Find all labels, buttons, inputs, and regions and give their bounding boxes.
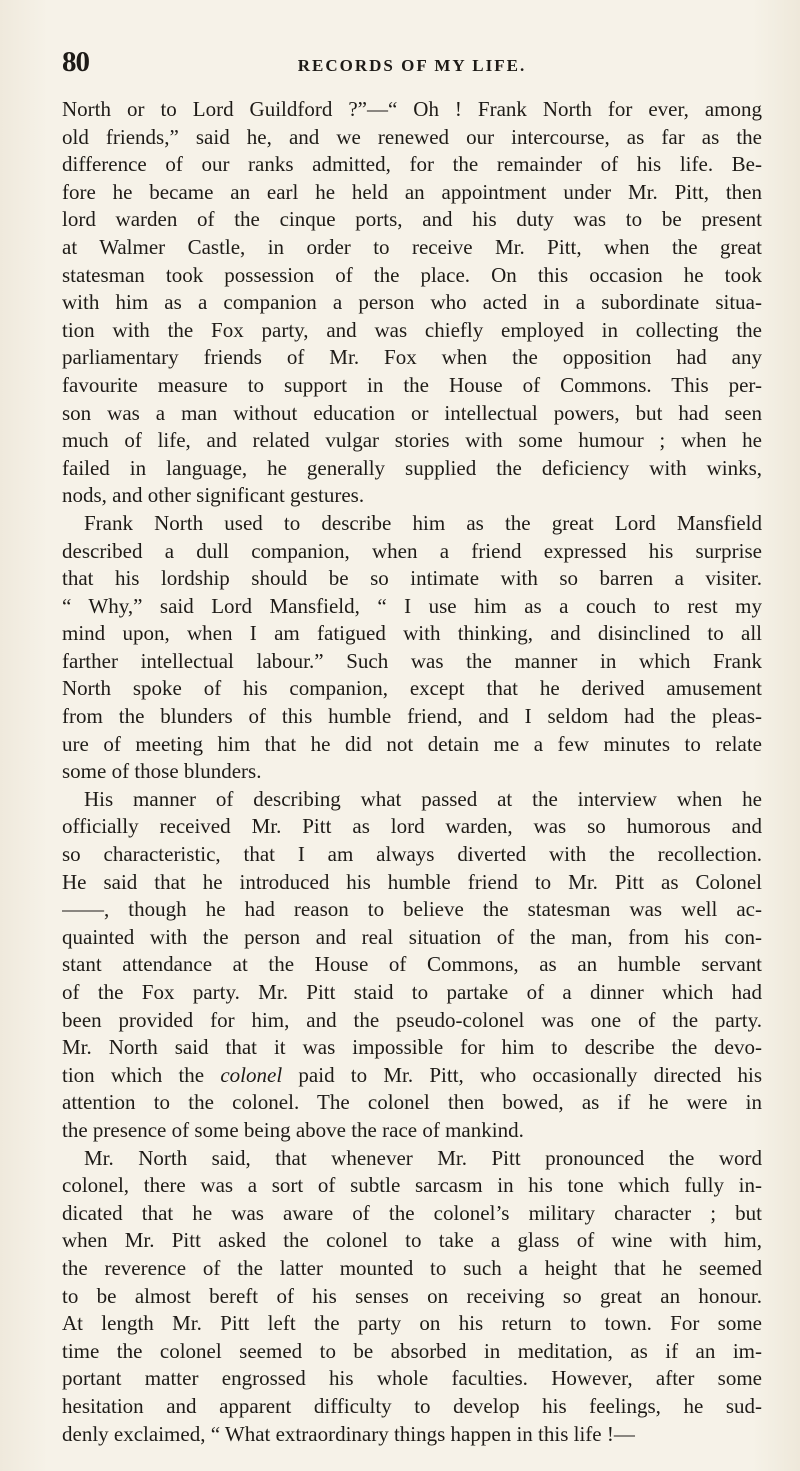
- text-line: At length Mr. Pitt left the party on his return to town. For some: [62, 1311, 762, 1336]
- text-line: stant attendance at the House of Commons, as an humble servant: [62, 952, 762, 977]
- text-line: Mr. North said that it was impossible for him to describe the devo-: [62, 1035, 762, 1060]
- text-line: North or to Lord Guildford ?”—“ Oh ! Frank North for ever, among: [62, 97, 762, 121]
- italic-word: colonel: [220, 1062, 283, 1087]
- text-line: fore he became an earl he held an appointment under Mr. Pitt, then: [62, 179, 762, 204]
- text-line: denly exclaimed, “ What extraordinary things happen in this life !—: [62, 1421, 635, 1446]
- text-line: son was a man without education or intellectual powers, but had seen: [62, 400, 762, 425]
- text-line: of the Fox party. Mr. Pitt staid to partake of a dinner which had: [62, 980, 762, 1004]
- text-line: difference of our ranks admitted, for the remainder of his life. Be-: [62, 152, 762, 177]
- text-line: colonel, there was a sort of subtle sarcasm in his tone which fully in-: [62, 1173, 762, 1198]
- text-line: Frank North used to describe him as the great Lord Mansfield: [84, 510, 762, 535]
- text-line: officially received Mr. Pitt as lord warden, was so humorous and: [62, 814, 762, 839]
- text-line: His manner of describing what passed at the interview when he: [84, 786, 762, 811]
- text-line: hesitation and apparent difficulty to develop his feelings, he sud-: [62, 1393, 762, 1418]
- text-line: North spoke of his companion, except that he derived amusement: [62, 676, 762, 701]
- text-line: mind upon, when I am fatigued with thinking, and disinclined to all: [62, 621, 762, 646]
- text-line: quainted with the person and real situation of the man, from his con-: [62, 924, 762, 949]
- text-line: time the colonel seemed to be absorbed in meditation, as if an im-: [62, 1338, 762, 1363]
- text-line: attention to the colonel. The colonel then bowed, as if he were in: [62, 1090, 762, 1115]
- text-line: nods, and other significant gestures.: [62, 483, 365, 508]
- text-line: the presence of some being above the race of mankind.: [62, 1117, 524, 1142]
- text-line: old friends,” said he, and we renewed our intercourse, as far as the: [62, 124, 762, 149]
- text-line: to be almost bereft of his senses on receiving so great an honour.: [62, 1283, 762, 1308]
- text-line: from the blunders of this humble friend, and I seldom had the pleas-: [62, 704, 762, 729]
- text-line: that his lordship should be so intimate with so barren a visiter.: [62, 566, 762, 591]
- text-line: farther intellectual labour.” Such was the manner in which Frank: [62, 648, 762, 673]
- text-line: so characteristic, that I am always diverted with the recollection.: [62, 842, 762, 867]
- text-line: tion which the colonel paid to Mr. Pitt, who occasionally directed his: [62, 1062, 762, 1087]
- text-line: portant matter engrossed his whole faculties. However, after some: [62, 1366, 762, 1391]
- text-line: tion with the Fox party, and was chiefly employed in collecting the: [62, 317, 762, 342]
- page-number: 80: [62, 46, 89, 78]
- text-line: statesman took possession of the place. On this occasion he took: [62, 262, 762, 287]
- text-line: Mr. North said, that whenever Mr. Pitt pronounced the word: [84, 1145, 762, 1170]
- text-line: been provided for him, and the pseudo-colonel was one of the party.: [62, 1007, 762, 1032]
- text-line: “ Why,” said Lord Mansfield, “ I use him as a couch to rest my: [62, 593, 762, 618]
- text-line: He said that he introduced his humble friend to Mr. Pitt as Colonel: [62, 869, 762, 894]
- running-head: [62, 46, 762, 86]
- text-line: much of life, and related vulgar stories with some humour ; when he: [62, 428, 762, 453]
- text-line: parliamentary friends of Mr. Fox when the opposition had any: [62, 345, 762, 370]
- text-line: dicated that he was aware of the colonel’s military character ; but: [62, 1200, 762, 1225]
- text-line: failed in language, he generally supplied the deficiency with winks,: [62, 455, 762, 480]
- text-line: favourite measure to support in the House of Commons. This per-: [62, 372, 762, 397]
- text-line: described a dull companion, when a friend expressed his surprise: [62, 538, 762, 563]
- text-line: at Walmer Castle, in order to receive Mr. Pitt, when the great: [62, 234, 762, 259]
- text-line: lord warden of the cinque ports, and his duty was to be present: [62, 207, 762, 232]
- text-line: when Mr. Pitt asked the colonel to take a glass of wine with him,: [62, 1228, 762, 1253]
- text-line: the reverence of the latter mounted to such a height that he seemed: [62, 1255, 762, 1280]
- text-line: ——, though he had reason to believe the statesman was well ac-: [62, 897, 762, 922]
- text-line: some of those blunders.: [62, 759, 262, 784]
- running-title: RECORDS OF MY LIFE.: [297, 56, 527, 75]
- text-line: with him as a companion a person who acted in a subordinate situa-: [62, 290, 762, 315]
- body-text: [62, 96, 762, 1448]
- text-line: ure of meeting him that he did not detain me a few minutes to relate: [62, 731, 762, 756]
